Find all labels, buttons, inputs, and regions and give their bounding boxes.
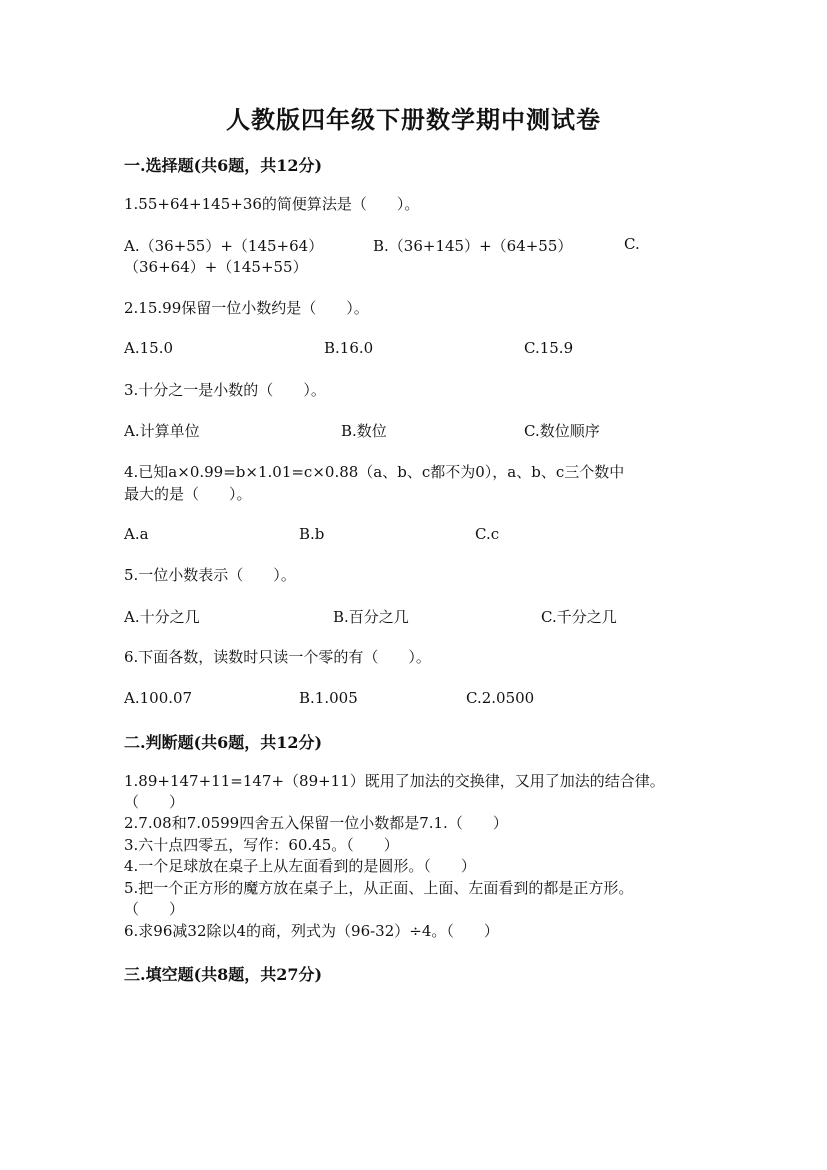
q5-option-c: C.千分之几 — [541, 608, 617, 626]
judge-item-5-blank: （ ） — [124, 900, 185, 918]
q6-option-a: A.100.07 — [124, 689, 193, 707]
judge-item-1-blank: （ ） — [124, 793, 185, 811]
page-title: 人教版四年级下册数学期中测试卷 — [226, 105, 601, 134]
judge-item-5: 5.把一个正方形的魔方放在桌子上，从正面、上面、左面看到的都是正方形。 — [124, 879, 634, 897]
q6-option-c: C.2.0500 — [466, 689, 535, 707]
q2-option-b: B.16.0 — [324, 339, 374, 357]
question-1-text: 1.55+64+145+36的简便算法是（ ）。 — [124, 195, 420, 213]
judge-item-3: 3.六十点四零五，写作：60.45。（ ） — [124, 836, 399, 854]
q1-option-b: B.（36+145）+（64+55） — [373, 237, 573, 255]
q3-option-b: B.数位 — [341, 422, 387, 440]
judge-item-1: 1.89+147+11=147+（89+11）既用了加法的交换律，又用了加法的结合律。 — [124, 772, 665, 790]
question-4-text-cont: 最大的是（ ）。 — [124, 485, 252, 503]
judge-item-4: 4.一个足球放在桌子上从左面看到的是圆形。（ ） — [124, 857, 476, 875]
judge-item-2: 2.7.08和7.0599四舍五入保留一位小数都是7.1.（ ） — [124, 814, 508, 832]
q1-option-c: （36+64）+（145+55） — [124, 258, 308, 276]
q2-option-a: A.15.0 — [124, 339, 173, 357]
q4-option-a: A.a — [124, 525, 149, 543]
q2-option-c: C.15.9 — [524, 339, 574, 357]
q5-option-b: B.百分之几 — [333, 608, 409, 626]
judge-item-6: 6.求96减32除以4的商，列式为（96-32）÷4。（ ） — [124, 922, 499, 940]
question-5-text: 5.一位小数表示（ ）。 — [124, 566, 296, 584]
question-3-text: 3.十分之一是小数的（ ）。 — [124, 381, 326, 399]
section-heading-choice: 一.选择题(共6题，共12分) — [124, 156, 323, 175]
q1-option-a: A.（36+55）+（145+64） — [124, 237, 324, 255]
q4-option-b: B.b — [299, 525, 325, 543]
question-2-text: 2.15.99保留一位小数约是（ ）。 — [124, 299, 369, 317]
question-6-text: 6.下面各数，读数时只读一个零的有（ ）。 — [124, 648, 431, 666]
q3-option-c: C.数位顺序 — [524, 422, 600, 440]
question-4-text: 4.已知a×0.99=b×1.01=c×0.88（a、b、c都不为0），a、b、c三个数中 — [124, 463, 625, 481]
q3-option-a: A.计算单位 — [124, 422, 200, 440]
q4-option-c: C.c — [475, 525, 500, 543]
q1-option-c-label: C. — [624, 235, 640, 253]
q5-option-a: A.十分之几 — [124, 608, 200, 626]
section-heading-fill: 三.填空题(共8题，共27分) — [124, 965, 323, 984]
section-heading-judge: 二.判断题(共6题，共12分) — [124, 733, 323, 752]
q6-option-b: B.1.005 — [299, 689, 358, 707]
